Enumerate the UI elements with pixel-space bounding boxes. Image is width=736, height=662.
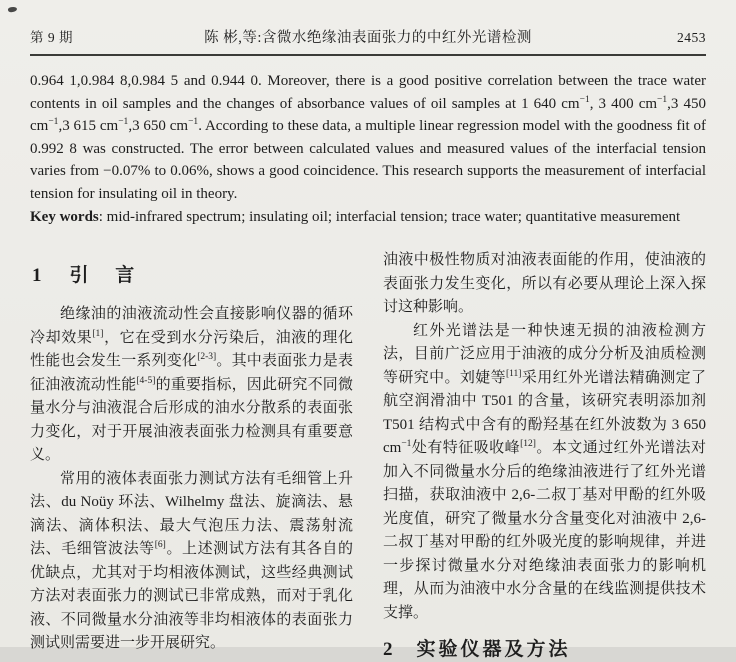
text-run: ，它在受到水分污染后，油液的理化性能也会发生一系列变化 <box>30 329 353 370</box>
superscript: [1] <box>92 328 104 339</box>
section-title: 引 言 <box>69 265 137 287</box>
text-run: ,3 650 cm <box>128 118 189 135</box>
section-1-heading <box>32 264 353 288</box>
text-run: 处有特征吸收峰 <box>411 440 521 457</box>
text-run: ,3 450 cm <box>30 95 706 135</box>
superscript: [4-5] <box>136 375 156 386</box>
text-run: 油液中极性物质对油液表面能的作用，使油液的表面张力发生变化，所以有必要从理论上深入探讨这种影响。 <box>383 252 706 316</box>
superscript: −1 <box>188 117 199 128</box>
superscript: −1 <box>48 117 59 128</box>
section-title: 实验仪器及方法 <box>416 639 571 661</box>
abstract-text <box>30 70 706 206</box>
text-run: Key words <box>30 208 99 225</box>
page-header <box>30 26 706 47</box>
superscript: −1 <box>657 94 668 105</box>
paragraph <box>383 249 706 320</box>
paragraph <box>383 320 706 626</box>
text-run: 采用红外光谱法精确测定了航空润滑油中 T501 的含量，该研究表明添加剂 T501 结构式中含有的酚羟基在红外波数为 3 650 cm <box>383 369 706 457</box>
left-column-paragraphs <box>30 303 353 656</box>
text-run: , 3 400 cm <box>589 95 658 112</box>
text-run: . According to these data, a multiple linear regression model with the goodness fit of 0.992 8 was constructed. The error between calculated values and measured values of the interfacial tension varies from −0.07% to 0.06%, shows a good coincidence. This research supports the measurement of interfacial tension for insulating oil in theory. <box>30 118 707 202</box>
text-run: : mid-infrared spectrum; insulating oil; interfacial tension; trace water; quantitative measurement <box>98 208 681 225</box>
page-number: 2453 <box>677 30 706 45</box>
section-number: 1 <box>32 265 42 287</box>
text-run: 的重要指标，因此研究不同微量水分与油液混合后形成的油水分散系的表面张力变化，对于开展油液表面张力检测具有重要意义。 <box>30 376 353 464</box>
superscript: −1 <box>579 94 590 105</box>
text-run: ,3 615 cm <box>58 118 119 135</box>
paragraph <box>30 468 353 656</box>
superscript: [2-3] <box>197 352 217 363</box>
text-run: 常用的液体表面张力测试方法有毛细管上升法、du Noüy 环法、Wilhelmy 盘法、旋滴法、悬滴法、滴体积法、最大气泡压力法、震荡射流法、毛细管波法等 <box>30 470 353 558</box>
superscript: −1 <box>401 439 412 450</box>
right-column-paragraphs <box>383 249 706 625</box>
text-run: 绝缘油的油液流动性会直接影响仪器的循环冷却效果 <box>30 306 353 346</box>
scan-artifact <box>8 6 18 13</box>
running-title: 陈 彬,等:含微水绝缘油表面张力的中红外光谱检测 <box>204 30 532 46</box>
right-column <box>383 249 706 662</box>
text-run: 。其中表面张力是表征油液流动性能 <box>30 353 353 393</box>
paragraph <box>30 303 353 468</box>
text-run: 红外光谱法是一种快速无损的油液检测方法，目前广泛应用于油液的成分分析及油质检测等研究中。刘婕等 <box>383 322 706 386</box>
two-column-body <box>30 249 706 662</box>
text-run: 0.964 1,0.984 8,0.984 5 and 0.944 0. Moreover, there is a good positive correlation between the trace water contents in oil samples and the changes of absorbance values of oil samples at 1 640 cm <box>30 73 706 112</box>
keywords-line <box>30 206 706 229</box>
issue-label: 第 9 期 <box>30 30 73 45</box>
text-run: 。本文通过红外光谱法对加入不同微量水分后的绝缘油液进行了红外光谱扫描，获取油液中 2,6-二叔丁基对甲酚的红外吸光度值，研究了微量水分含量变化对油液中 2,6-二叔丁基对甲酚的红外吸光度的影响规律，并进一步探讨微量水分对绝缘油表面张力的影响机理，从而为油液中水分含量的在线监测提供技术支撑。 <box>383 440 706 621</box>
section-2-heading <box>383 638 706 662</box>
left-column <box>30 249 353 662</box>
superscript: −1 <box>118 117 129 128</box>
text-run: 。上述测试方法有其各自的优缺点，尤其对于均相液体测试，这些经典测试方法对表面张力的测试已非常成熟，而对于乳化液、不同微量水分油液等非均相液体的表面张力测试则需要进一步开展研究。 <box>30 541 353 652</box>
section-number: 2 <box>383 639 393 661</box>
superscript: [6] <box>154 540 166 551</box>
header-rule <box>30 54 706 56</box>
superscript: [12] <box>520 439 536 450</box>
superscript: [11] <box>506 368 522 379</box>
